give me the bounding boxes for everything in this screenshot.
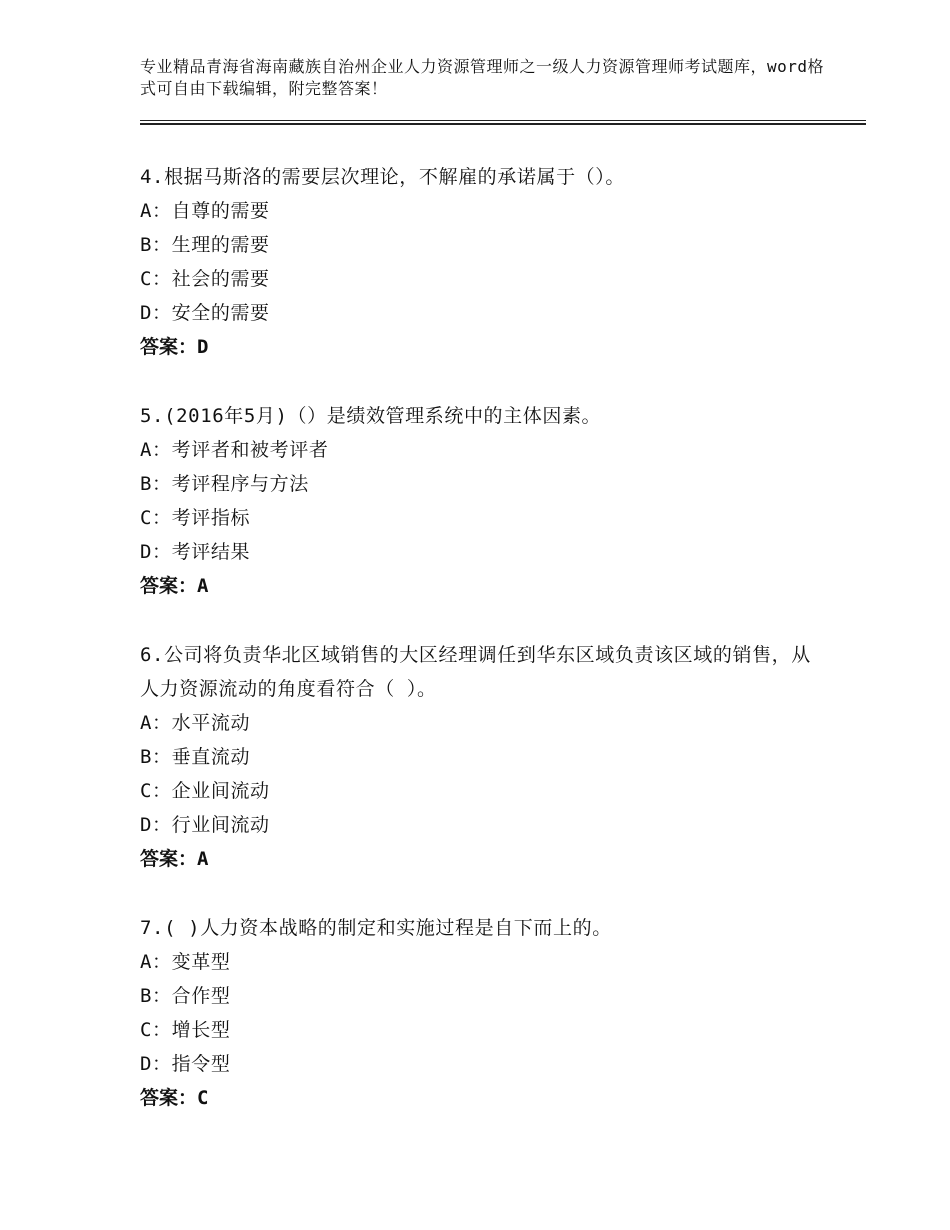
option-a: A：变革型 bbox=[140, 951, 231, 973]
option-d: D：考评结果 bbox=[140, 541, 251, 563]
answer-line bbox=[140, 330, 830, 364]
answer-label: 答案： bbox=[140, 1087, 198, 1109]
answer-line bbox=[140, 842, 830, 876]
answer-label: 答案： bbox=[140, 336, 198, 358]
answer-label: 答案： bbox=[140, 575, 198, 597]
option-a: A：水平流动 bbox=[140, 712, 251, 734]
answer-line bbox=[140, 1081, 830, 1115]
question-5 bbox=[140, 399, 830, 603]
answer-value: C bbox=[197, 1087, 209, 1109]
question-stem: 4.根据马斯洛的需要层次理论，不解雇的承诺属于（）。 bbox=[140, 166, 625, 188]
option-d: D：指令型 bbox=[140, 1053, 231, 1075]
option-c: C：考评指标 bbox=[140, 507, 251, 529]
option-a: A：考评者和被考评者 bbox=[140, 439, 329, 461]
answer-line bbox=[140, 569, 830, 603]
answer-value: A bbox=[197, 848, 209, 870]
option-d: D：行业间流动 bbox=[140, 814, 270, 836]
question-stem: 5.(2016年5月)（）是绩效管理系统中的主体因素。 bbox=[140, 405, 602, 427]
option-c: C：社会的需要 bbox=[140, 268, 270, 290]
answer-value: D bbox=[197, 336, 209, 358]
answer-label: 答案： bbox=[140, 848, 198, 870]
question-stem: 7.( )人力资本战略的制定和实施过程是自下而上的。 bbox=[140, 917, 612, 939]
option-b: B：生理的需要 bbox=[140, 234, 270, 256]
header-divider bbox=[140, 120, 866, 125]
question-4 bbox=[140, 160, 830, 364]
option-d: D：安全的需要 bbox=[140, 302, 270, 324]
answer-value: A bbox=[197, 575, 209, 597]
option-c: C：企业间流动 bbox=[140, 780, 270, 802]
question-6 bbox=[140, 638, 830, 876]
question-7 bbox=[140, 911, 830, 1115]
option-a: A：自尊的需要 bbox=[140, 200, 270, 222]
option-b: B：合作型 bbox=[140, 985, 231, 1007]
option-b: B：考评程序与方法 bbox=[140, 473, 309, 495]
option-b: B：垂直流动 bbox=[140, 746, 251, 768]
option-c: C：增长型 bbox=[140, 1019, 231, 1041]
question-stem: 6.公司将负责华北区域销售的大区经理调任到华东区域负责该区域的销售，从人力资源流动的角度看符合（ ）。 bbox=[140, 644, 811, 700]
document-header: 专业精品青海省海南藏族自治州企业人力资源管理师之一级人力资源管理师考试题库，word格式可自由下载编辑，附完整答案！ bbox=[140, 57, 825, 98]
